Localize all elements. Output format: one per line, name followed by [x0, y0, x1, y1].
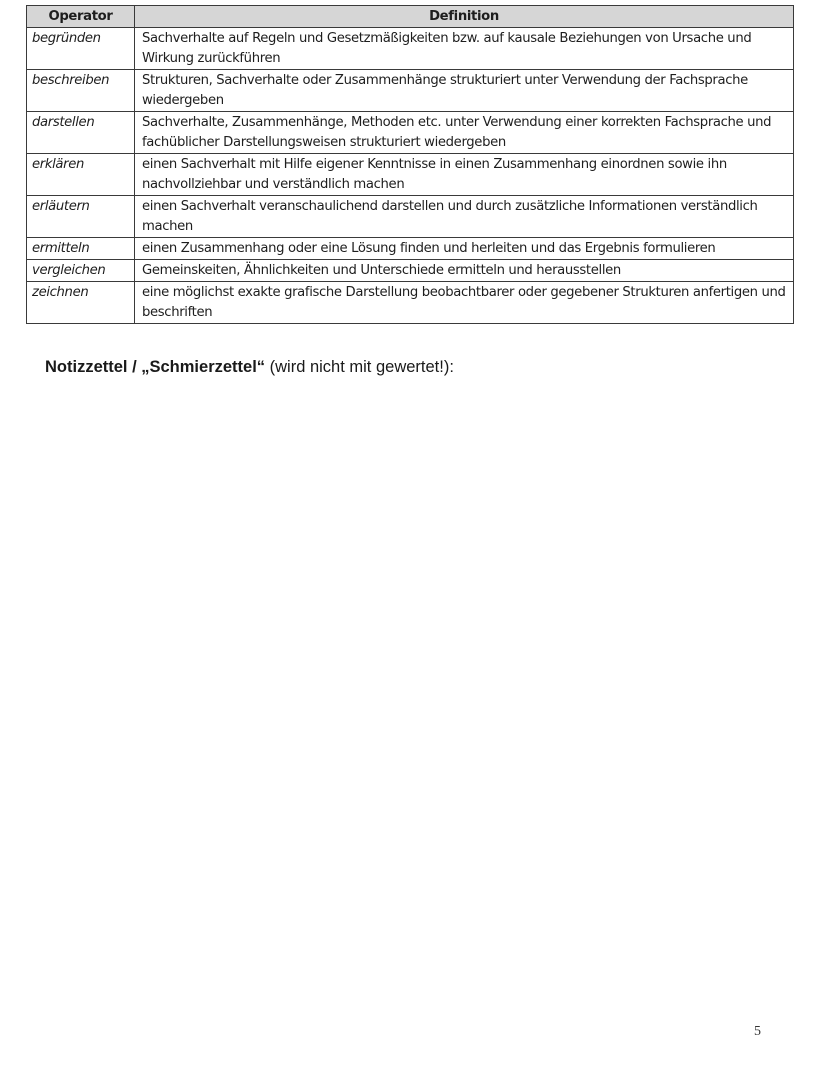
table-row — [27, 260, 794, 282]
operator-table — [26, 5, 794, 324]
operator-cell: erklären — [27, 154, 135, 196]
table-row — [27, 282, 794, 324]
table-row — [27, 154, 794, 196]
header-operator: Operator — [27, 6, 135, 28]
header-definition: Definition — [135, 6, 794, 28]
definition-cell: Sachverhalte auf Regeln und Gesetzmäßigkeiten bzw. auf kausale Beziehungen von Ursache und Wirkung zurückführen — [135, 28, 794, 70]
table-row — [27, 238, 794, 260]
definition-cell: eine möglichst exakte grafische Darstellung beobachtbarer oder gegebener Strukturen anfertigen und beschriften — [135, 282, 794, 324]
table-row — [27, 112, 794, 154]
operator-cell: zeichnen — [27, 282, 135, 324]
table-row — [27, 70, 794, 112]
page-number: 5 — [754, 1024, 761, 1039]
notes-heading — [45, 358, 454, 377]
table-row — [27, 196, 794, 238]
operator-cell: erläutern — [27, 196, 135, 238]
definition-cell: Strukturen, Sachverhalte oder Zusammenhänge strukturiert unter Verwendung der Fachsprache wiedergeben — [135, 70, 794, 112]
notes-title-rest: (wird nicht mit gewertet!): — [265, 358, 454, 376]
definition-cell: einen Sachverhalt veranschaulichend darstellen und durch zusätzliche Informationen verständlich machen — [135, 196, 794, 238]
table-row — [27, 28, 794, 70]
definition-cell: Gemeinskeiten, Ähnlichkeiten und Unterschiede ermitteln und herausstellen — [135, 260, 794, 282]
definition-cell: einen Sachverhalt mit Hilfe eigener Kenntnisse in einen Zusammenhang einordnen sowie ihn nachvollziehbar und verständlich machen — [135, 154, 794, 196]
operator-cell: darstellen — [27, 112, 135, 154]
definition-cell: einen Zusammenhang oder eine Lösung finden und herleiten und das Ergebnis formulieren — [135, 238, 794, 260]
operator-cell: begründen — [27, 28, 135, 70]
table-header-row — [27, 6, 794, 28]
operator-cell: ermitteln — [27, 238, 135, 260]
notes-title-bold: Notizzettel / „Schmierzettel“ — [45, 358, 266, 376]
definition-cell: Sachverhalte, Zusammenhänge, Methoden etc. unter Verwendung einer korrekten Fachsprache und fachüblicher Darstellungsweisen strukturiert wiedergeben — [135, 112, 794, 154]
operator-cell: vergleichen — [27, 260, 135, 282]
operator-cell: beschreiben — [27, 70, 135, 112]
